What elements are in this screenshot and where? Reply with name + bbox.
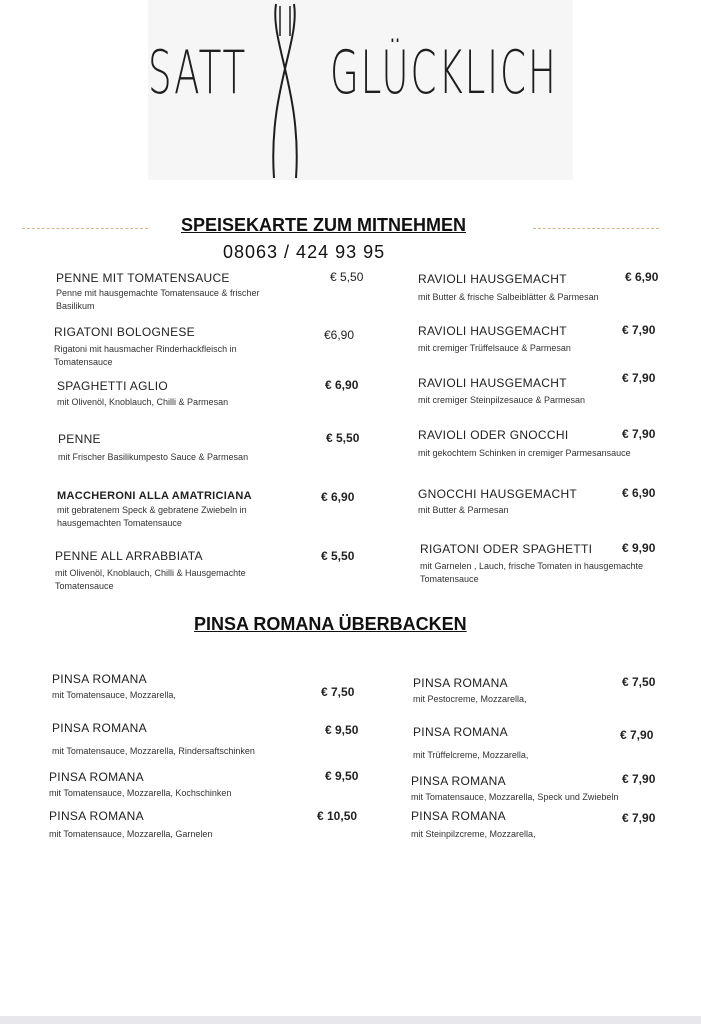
menu-item-price: € 6,90 — [325, 378, 359, 392]
menu-item-name: RIGATONI BOLOGNESE — [54, 325, 195, 339]
menu-item-price: € 7,90 — [622, 811, 656, 825]
menu-item-desc: mit Tomatensauce, Mozzarella, Speck und Zwiebeln — [411, 792, 619, 802]
menu-item-desc: mit Butter & frische Salbeiblätter & Parmesan — [418, 292, 599, 302]
menu-item-name: PENNE ALL ARRABBIATA — [55, 549, 203, 563]
menu-item-name: PINSA ROMANA — [49, 809, 144, 823]
menu-item-desc: mit gebratenem Speck & gebratene Zwiebeln in hausgemachten Tomatensauce — [57, 505, 247, 528]
menu-item-price: € 7,90 — [622, 371, 656, 385]
menu-item-price: € 10,50 — [317, 809, 358, 823]
menu-item-price: € 7,90 — [620, 728, 654, 742]
menu-item-desc: mit Tomatensauce, Mozzarella, Garnelen — [49, 829, 213, 839]
menu-item-desc: mit cremiger Steinpilzesauce & Parmesan — [418, 395, 586, 405]
menu-item-price: € 7,50 — [622, 675, 656, 689]
menu-item-desc: mit Steinpilzcreme, Mozzarella, — [411, 829, 536, 839]
menu-item-price: € 6,90 — [321, 490, 355, 504]
menu-item-desc: mit Garnelen , Lauch, frische Tomaten in hausgemachte Tomatensauce — [420, 561, 643, 584]
menu-item-desc: mit Olivenöl, Knoblauch, Chilli & Hausgemachte Tomatensauce — [55, 568, 246, 591]
menu-item-desc: mit Tomatensauce, Mozzarella, — [52, 690, 176, 700]
menu-item-name: MACCHERONI ALLA AMATRICIANA — [57, 490, 252, 502]
menu-item-desc: mit Frischer Basilikumpesto Sauce & Parmesan — [58, 452, 249, 462]
menu-item-name: PENNE MIT TOMATENSAUCE — [56, 271, 230, 285]
menu-item-name: GNOCCHI HAUSGEMACHT — [418, 487, 578, 501]
menu-item-name: RAVIOLI HAUSGEMACHT — [418, 324, 567, 338]
fork-logo-icon — [262, 2, 308, 180]
divider-left — [22, 228, 148, 229]
menu-item-desc: Penne mit hausgemachte Tomatensauce & frischer Basilikum — [56, 288, 260, 311]
menu-item-desc: mit Olivenöl, Knoblauch, Chilli & Parmesan — [57, 397, 229, 407]
menu-item-name: PINSA ROMANA — [411, 774, 506, 788]
menu-item-name: RIGATONI ODER SPAGHETTI — [420, 542, 593, 556]
menu-item-desc: mit cremiger Trüffelsauce & Parmesan — [418, 343, 571, 353]
menu-item-name: PINSA ROMANA — [413, 676, 508, 690]
menu-item-name: PINSA ROMANA — [413, 725, 508, 739]
menu-item-name: RAVIOLI ODER GNOCCHI — [418, 428, 569, 442]
menu-item-price: € 7,50 — [321, 685, 355, 699]
menu-item-price: € 9,50 — [325, 769, 359, 783]
menu-item-price: € 9,90 — [622, 541, 656, 555]
menu-item-price: € 6,90 — [625, 270, 659, 284]
menu-item-price: € 5,50 — [330, 270, 364, 284]
menu-item-name: RAVIOLI HAUSGEMACHT — [418, 376, 567, 390]
logo-word-gluecklich: GLÜCKLICH — [330, 38, 558, 108]
menu-item-desc: mit Butter & Parmesan — [418, 505, 509, 515]
pinsa-title: PINSA ROMANA ÜBERBACKEN — [194, 614, 467, 634]
menu-title: SPEISEKARTE ZUM MITNEHMEN — [181, 215, 467, 235]
menu-item-price: € 5,50 — [326, 431, 360, 445]
menu-item-price: € 5,50 — [321, 549, 355, 563]
menu-item-name: SPAGHETTI AGLIO — [57, 379, 168, 393]
menu-item-price: € 7,90 — [622, 772, 656, 786]
menu-item-price: € 7,90 — [622, 427, 656, 441]
menu-item-name: PENNE — [58, 432, 101, 446]
menu-item-desc: mit Tomatensauce, Mozzarella, Rindersaftschinken — [52, 746, 255, 756]
menu-item-name: RAVIOLI HAUSGEMACHT — [418, 272, 567, 286]
menu-item-name: PINSA ROMANA — [49, 770, 144, 784]
page-bottom-edge — [0, 1016, 701, 1024]
menu-item-price: €6,90 — [324, 328, 355, 342]
menu-item-name: PINSA ROMANA — [52, 672, 147, 686]
logo-word-satt: SATT — [148, 38, 248, 108]
menu-item-name: PINSA ROMANA — [52, 721, 147, 735]
menu-item-price: € 7,90 — [622, 323, 656, 337]
menu-item-price: € 9,50 — [325, 723, 359, 737]
menu-item-desc: mit Trüffelcreme, Mozzarella, — [413, 750, 529, 760]
menu-item-price: € 6,90 — [622, 486, 656, 500]
menu-item-desc: mit gekochtem Schinken in cremiger Parmesansauce — [418, 448, 631, 458]
divider-right — [533, 228, 659, 229]
menu-item-desc: mit Tomatensauce, Mozzarella, Kochschinken — [49, 788, 232, 798]
menu-item-desc: Rigatoni mit hausmacher Rinderhackfleisch in Tomatensauce — [54, 344, 237, 367]
menu-item-desc: mit Pestocreme, Mozzarella, — [413, 694, 527, 704]
phone-number: 08063 / 424 93 95 — [223, 242, 386, 262]
menu-item-name: PINSA ROMANA — [411, 809, 506, 823]
